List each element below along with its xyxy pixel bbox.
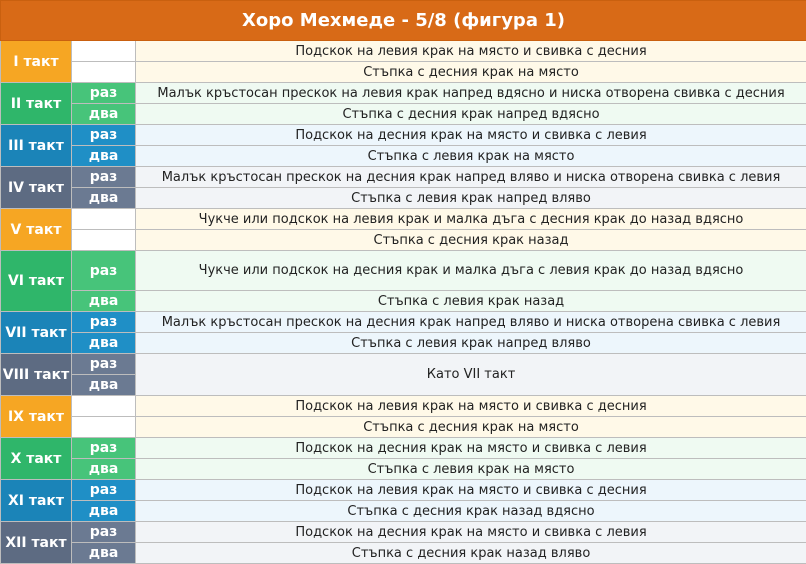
beat-dva: два: [72, 459, 136, 480]
table-row: [1, 83, 806, 104]
step-description: Чукче или подскок на десния крак и малка дъга с левия крак до назад вдясно: [136, 251, 806, 291]
table-row: [1, 396, 806, 417]
table-row: [1, 522, 806, 543]
beat-dva: два: [72, 62, 136, 83]
measure-label: XI такт: [1, 480, 72, 522]
step-description: Стъпка с десния крак назад: [136, 230, 806, 251]
step-description: Стъпка с десния крак на място: [136, 62, 806, 83]
measure-label: VIII такт: [1, 354, 72, 396]
beat-dva: два: [72, 501, 136, 522]
measure-label: XII такт: [1, 522, 72, 564]
table-row: [1, 146, 806, 167]
step-description: Подскок на левия крак на място и свивка с десния: [136, 41, 806, 62]
step-description: Стъпка с левия крак напред вляво: [136, 333, 806, 354]
step-description: Стъпка с левия крак напред вляво: [136, 188, 806, 209]
table-row: [1, 62, 806, 83]
table-row: [1, 125, 806, 146]
step-description-merged: Като VII такт: [136, 354, 806, 396]
measure-label: X такт: [1, 438, 72, 480]
beat-dva: два: [72, 375, 136, 396]
step-description: Малък кръстосан прескок на десния крак напред вляво и ниска отворена свивка с левия: [136, 167, 806, 188]
table-title: Хоро Мехмеде - 5/8 (фигура 1): [1, 1, 806, 41]
step-description: Стъпка с десния крак назад вляво: [136, 543, 806, 564]
table-row: [1, 251, 806, 291]
table-row: [1, 230, 806, 251]
beat-dva: два: [72, 417, 136, 438]
table-row: [1, 188, 806, 209]
measure-label: I такт: [1, 41, 72, 83]
beat-raz: раз: [72, 480, 136, 501]
measure-label: VI такт: [1, 251, 72, 312]
table-row: [1, 501, 806, 522]
beat-dva: два: [72, 104, 136, 125]
measure-label: VII такт: [1, 312, 72, 354]
step-description: Подскок на левия крак на място и свивка с десния: [136, 480, 806, 501]
step-description: Стъпка с десния крак назад вдясно: [136, 501, 806, 522]
step-description: Подскок на левия крак на място и свивка с десния: [136, 396, 806, 417]
table-row: [1, 291, 806, 312]
step-description: Малък кръстосан прескок на десния крак напред вляво и ниска отворена свивка с левия: [136, 312, 806, 333]
beat-dva: два: [72, 543, 136, 564]
table-row: [1, 417, 806, 438]
table-row: [1, 104, 806, 125]
beat-dva: два: [72, 188, 136, 209]
measure-label: III такт: [1, 125, 72, 167]
beat-dva: два: [72, 230, 136, 251]
beat-dva: два: [72, 146, 136, 167]
beat-raz: раз: [72, 125, 136, 146]
step-description: Стъпка с десния крак на място: [136, 417, 806, 438]
step-description: Стъпка с десния крак напред вдясно: [136, 104, 806, 125]
beat-dva: два: [72, 291, 136, 312]
table-row: [1, 438, 806, 459]
table-row: [1, 333, 806, 354]
step-description: Подскок на десния крак на място и свивка с левия: [136, 522, 806, 543]
step-description: Подскок на десния крак на място и свивка с левия: [136, 125, 806, 146]
beat-raz: раз: [72, 209, 136, 230]
beat-raz: раз: [72, 251, 136, 291]
table-row: [1, 41, 806, 62]
table-row: [1, 167, 806, 188]
step-description: Стъпка с левия крак назад: [136, 291, 806, 312]
title-row: [1, 1, 806, 41]
measure-label: IV такт: [1, 167, 72, 209]
table-row: [1, 480, 806, 501]
measure-label: IX такт: [1, 396, 72, 438]
beat-raz: раз: [72, 83, 136, 104]
beat-raz: раз: [72, 312, 136, 333]
beat-dva: два: [72, 333, 136, 354]
step-description: Чукче или подскок на левия крак и малка дъга с десния крак до назад вдясно: [136, 209, 806, 230]
measure-label: V такт: [1, 209, 72, 251]
table-row: [1, 209, 806, 230]
step-description: Малък кръстосан прескок на левия крак напред вдясно и ниска отворена свивка с десния: [136, 83, 806, 104]
measure-label: II такт: [1, 83, 72, 125]
step-description: Стъпка с левия крак на място: [136, 459, 806, 480]
table-row: [1, 543, 806, 564]
beat-raz: раз: [72, 396, 136, 417]
beat-raz: раз: [72, 354, 136, 375]
table-row: [1, 459, 806, 480]
beat-raz: раз: [72, 438, 136, 459]
beat-raz: раз: [72, 167, 136, 188]
table-row: [1, 312, 806, 333]
step-description: Подскок на десния крак на място и свивка с левия: [136, 438, 806, 459]
table-row: [1, 354, 806, 375]
beat-raz: раз: [72, 522, 136, 543]
step-description: Стъпка с левия крак на място: [136, 146, 806, 167]
beat-raz: раз: [72, 41, 136, 62]
